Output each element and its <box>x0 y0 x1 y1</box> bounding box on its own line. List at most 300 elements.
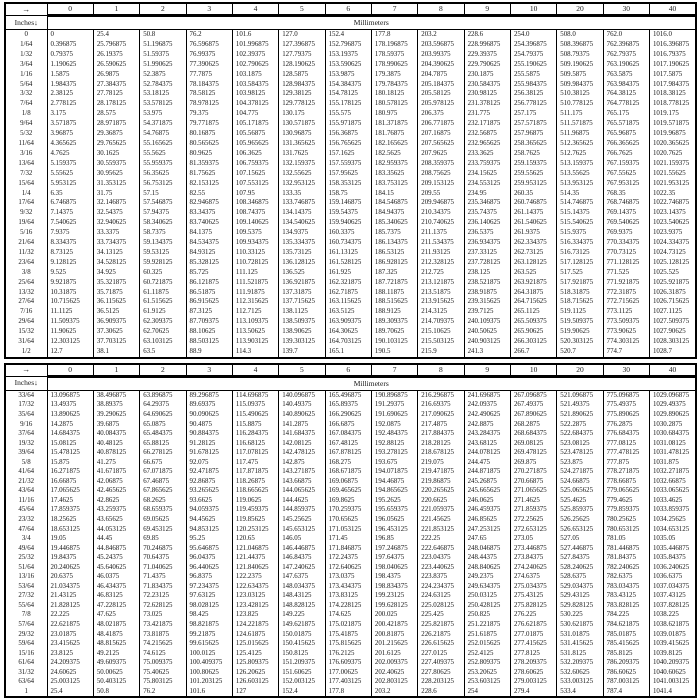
mm-value-cell: 147.240625 <box>279 563 325 573</box>
mm-value-cell: 77.390625 <box>186 60 232 70</box>
mm-value-cell: 61.9125 <box>140 307 186 317</box>
mm-value-cell: 276.225 <box>510 610 556 620</box>
mm-value-cell: 1029.096875 <box>649 390 696 400</box>
mm-value-cell: 173.83125 <box>325 591 371 601</box>
mm-value-cell: 1026.715625 <box>649 297 696 307</box>
mm-value-cell: 44.846875 <box>93 544 139 554</box>
mm-value-cell: 67.071875 <box>140 467 186 477</box>
row-label-inches-fraction: 23/64 <box>5 258 47 268</box>
mm-value-cell: 28.971875 <box>93 119 139 129</box>
mm-value-cell: 50.8 <box>140 30 186 40</box>
mm-value-cell: 6.35 <box>47 189 93 199</box>
mm-value-cell: 259.55625 <box>510 169 556 179</box>
row-label-inches-fraction: 7/16 <box>5 307 47 317</box>
mm-value-cell: 55.165625 <box>140 139 186 149</box>
mm-value-cell: 149.225 <box>279 610 325 620</box>
mm-value-cell: 33.734375 <box>93 238 139 248</box>
mm-value-cell: 187.721875 <box>371 278 417 288</box>
millimeters-unit-header: Millimeters <box>47 16 696 30</box>
mm-value-cell: 88.10625 <box>186 327 232 337</box>
mm-value-cell: 157.95625 <box>325 169 371 179</box>
mm-value-cell: 8.73125 <box>47 248 93 258</box>
mm-value-cell: 156.36875 <box>325 129 371 139</box>
row-label-inches-fraction: 39/64 <box>5 448 47 458</box>
row-label-inches-fraction: 1/4 <box>5 189 47 199</box>
mm-value-cell: 241.696875 <box>464 390 510 400</box>
mm-value-cell: 1020.7625 <box>649 149 696 159</box>
mm-value-cell: 508.79375 <box>557 50 603 60</box>
mm-value-cell: 148.828125 <box>279 601 325 611</box>
mm-value-cell: 243.68125 <box>464 439 510 449</box>
row-label-inches-fraction: 15/64 <box>5 179 47 189</box>
row-label-inches-fraction: 5/64 <box>5 80 47 90</box>
mm-value-cell: 157.559375 <box>325 159 371 169</box>
mm-value-cell: 784.621875 <box>603 620 649 630</box>
mm-value-cell: 202.009375 <box>371 658 417 668</box>
mm-value-cell: 95.646875 <box>186 544 232 554</box>
row-label-inches-fraction: 33/64 <box>5 390 47 400</box>
millimeters-unit-header: Millimeters <box>47 376 696 390</box>
mm-value-cell: 165.496875 <box>325 390 371 400</box>
mm-value-cell: 765.96875 <box>603 129 649 139</box>
mm-value-cell: 34.13125 <box>93 248 139 258</box>
mm-value-cell: 7.540625 <box>47 218 93 228</box>
mm-value-cell: 202.40625 <box>371 668 417 678</box>
mm-value-cell: 102.39375 <box>232 50 278 60</box>
mm-value-cell: 176.2125 <box>325 649 371 659</box>
mm-value-cell: 75.009375 <box>140 658 186 668</box>
mm-value-cell: 2.778125 <box>47 99 93 109</box>
mm-value-cell: 41.671875 <box>93 467 139 477</box>
mm-value-cell: 67.46875 <box>140 477 186 487</box>
mm-value-cell: 136.128125 <box>279 258 325 268</box>
conversion-table-upper <box>4 2 697 359</box>
mm-value-cell: 777.478125 <box>603 448 649 458</box>
mm-value-cell: 264.715625 <box>510 297 556 307</box>
mm-value-cell: 529.828125 <box>557 601 603 611</box>
mm-value-cell: 518.715625 <box>557 297 603 307</box>
mm-value-cell: 89.69375 <box>186 400 232 410</box>
mm-value-cell: 776.684375 <box>603 429 649 439</box>
mm-value-cell: 146.84375 <box>279 553 325 563</box>
mm-value-cell: 238.521875 <box>464 278 510 288</box>
mm-value-cell: 139.7 <box>279 347 325 358</box>
mm-value-cell: 192.0875 <box>371 420 417 430</box>
mm-value-cell: 24.209375 <box>47 658 93 668</box>
mm-value-cell: 784.225 <box>603 610 649 620</box>
mm-value-cell: 90.4875 <box>186 420 232 430</box>
column-header: 1 <box>93 364 139 377</box>
mm-value-cell: 161.925 <box>325 268 371 278</box>
mm-value-cell: 521.890625 <box>557 410 603 420</box>
mm-value-cell: 269.478125 <box>510 448 556 458</box>
mm-value-cell: 783.43125 <box>603 591 649 601</box>
table-row <box>5 515 696 525</box>
mm-value-cell: 8.334375 <box>47 238 93 248</box>
table-row <box>5 420 696 430</box>
mm-value-cell: 156.765625 <box>325 139 371 149</box>
mm-value-cell: 142.08125 <box>279 439 325 449</box>
mm-value-cell: 66.675 <box>140 458 186 468</box>
mm-value-cell: 117.078125 <box>232 448 278 458</box>
table-row <box>5 639 696 649</box>
mm-value-cell: 780.25625 <box>603 515 649 525</box>
mm-value-cell: 173.0375 <box>325 572 371 582</box>
mm-value-cell: 266.7 <box>510 347 556 358</box>
mm-value-cell: 1031.08125 <box>649 439 696 449</box>
mm-value-cell: 158.75 <box>325 189 371 199</box>
mm-value-cell: 208.75625 <box>418 169 464 179</box>
mm-value-cell: 185.7375 <box>371 228 417 238</box>
mm-value-cell: 249.634375 <box>464 582 510 592</box>
table-row <box>5 288 696 298</box>
mm-value-cell: 1024.73125 <box>649 248 696 258</box>
mm-value-cell: 11.90625 <box>47 327 93 337</box>
mm-value-cell: 56.753125 <box>140 179 186 189</box>
column-header: 8 <box>418 364 464 377</box>
row-label-inches-fraction: 7/8 <box>5 610 47 620</box>
mm-value-cell: 190.103125 <box>371 337 417 347</box>
mm-value-cell: 263.128125 <box>510 258 556 268</box>
mm-value-cell: 781.05 <box>603 534 649 544</box>
mm-value-cell: 161.528125 <box>325 258 371 268</box>
mm-value-cell: 101.203125 <box>186 677 232 687</box>
mm-value-cell: 231.775 <box>464 109 510 119</box>
mm-value-cell: 228.6 <box>464 30 510 40</box>
mm-value-cell: 58.7375 <box>140 228 186 238</box>
mm-value-cell: 252.015625 <box>464 639 510 649</box>
mm-value-cell: 236.5375 <box>464 228 510 238</box>
mm-value-cell: 81.75625 <box>186 169 232 179</box>
column-header: 10 <box>510 3 556 16</box>
mm-value-cell: 217.4875 <box>418 420 464 430</box>
mm-value-cell: 53.18125 <box>140 89 186 99</box>
mm-value-cell: 43.259375 <box>93 505 139 515</box>
mm-value-cell: 230.584375 <box>464 80 510 90</box>
mm-value-cell: 263.921875 <box>510 278 556 288</box>
row-label-inches-fraction: 45/64 <box>5 505 47 515</box>
mm-value-cell: 235.74375 <box>464 208 510 218</box>
mm-value-cell: 73.421875 <box>140 620 186 630</box>
mm-value-cell: 767.55625 <box>603 169 649 179</box>
mm-value-cell: 1019.96875 <box>649 129 696 139</box>
row-label-inches-fraction: 29/64 <box>5 317 47 327</box>
mm-value-cell: 93.6625 <box>186 496 232 506</box>
mm-value-cell: 198.040625 <box>371 563 417 573</box>
mm-value-cell: 79.375 <box>186 109 232 119</box>
mm-value-cell: 33.3375 <box>93 228 139 238</box>
mm-value-cell: 110.728125 <box>232 258 278 268</box>
mm-value-cell: 122.634375 <box>232 582 278 592</box>
mm-value-cell: 185.340625 <box>371 218 417 228</box>
mm-value-cell: 510.38125 <box>557 89 603 99</box>
mm-value-cell: 255.190625 <box>510 60 556 70</box>
row-label-inches-fraction: 1 <box>5 687 47 698</box>
mm-value-cell: 531.01875 <box>557 630 603 640</box>
mm-value-cell: 766.7625 <box>603 149 649 159</box>
mm-value-cell: 32.54375 <box>93 208 139 218</box>
mm-value-cell: 129.778125 <box>279 99 325 109</box>
mm-value-cell: 62.309375 <box>140 317 186 327</box>
mm-value-cell: 187.325 <box>371 268 417 278</box>
mm-value-cell: 270.271875 <box>510 467 556 477</box>
mm-value-cell: 160.3375 <box>325 228 371 238</box>
mm-value-cell: 26.9875 <box>93 70 139 80</box>
mm-value-cell: 113.50625 <box>232 327 278 337</box>
mm-value-cell: 1017.190625 <box>649 60 696 70</box>
mm-value-cell: 109.140625 <box>232 218 278 228</box>
mm-value-cell: 1021.55625 <box>649 169 696 179</box>
mm-value-cell: 11.1125 <box>47 307 93 317</box>
mm-value-cell: 1031.875 <box>649 458 696 468</box>
mm-value-cell: 247.253125 <box>464 525 510 535</box>
mm-value-cell: 155.971875 <box>325 119 371 129</box>
mm-value-cell: 63.5 <box>140 347 186 358</box>
mm-value-cell: 34.528125 <box>93 258 139 268</box>
table-row <box>5 30 696 40</box>
mm-value-cell: 107.95 <box>232 189 278 199</box>
mm-value-cell: 38.496875 <box>93 390 139 400</box>
mm-value-cell: 1034.25625 <box>649 515 696 525</box>
table-row <box>5 439 696 449</box>
mm-value-cell: 118.665625 <box>232 486 278 496</box>
mm-value-cell: 60.325 <box>140 268 186 278</box>
row-label-inches-fraction: 55/64 <box>5 601 47 611</box>
mm-value-cell: 515.14375 <box>557 208 603 218</box>
mm-value-cell: 778.271875 <box>603 467 649 477</box>
mm-value-cell: 65.0875 <box>140 420 186 430</box>
row-label-inches-fraction: 9/16 <box>5 420 47 430</box>
mm-value-cell: 216.296875 <box>418 390 464 400</box>
mm-value-cell: 208.359375 <box>418 159 464 169</box>
mm-value-cell: 1019.175 <box>649 109 696 119</box>
table-row <box>5 248 696 258</box>
mm-value-cell: 163.115625 <box>325 297 371 307</box>
mm-value-cell: 777.08125 <box>603 439 649 449</box>
mm-value-cell: 35.321875 <box>93 278 139 288</box>
mm-value-cell: 29.36875 <box>93 129 139 139</box>
mm-value-cell: 262.73125 <box>510 248 556 258</box>
mm-value-cell: 201.6125 <box>371 649 417 659</box>
mm-value-cell: 65.484375 <box>140 429 186 439</box>
mm-value-cell: 142.478125 <box>279 448 325 458</box>
row-label-inches-fraction: 59/64 <box>5 639 47 649</box>
mm-value-cell: 509.190625 <box>557 60 603 70</box>
mm-value-cell: 774.303125 <box>603 337 649 347</box>
mm-value-cell: 122.2375 <box>232 572 278 582</box>
mm-value-cell: 55.5625 <box>140 149 186 159</box>
mm-value-cell: 133.35 <box>279 189 325 199</box>
column-header: 20 <box>557 3 603 16</box>
mm-value-cell: 67.865625 <box>140 486 186 496</box>
mm-value-cell: 1035.446875 <box>649 544 696 554</box>
mm-value-cell: 108.346875 <box>232 198 278 208</box>
mm-value-cell: 773.509375 <box>603 317 649 327</box>
mm-value-cell: 1036.6375 <box>649 572 696 582</box>
table-row <box>5 80 696 90</box>
mm-value-cell: 520.7 <box>557 347 603 358</box>
table-row <box>5 109 696 119</box>
mm-value-cell: 86.51875 <box>186 288 232 298</box>
mm-value-cell: 225.425 <box>418 610 464 620</box>
mm-value-cell: 121.046875 <box>232 544 278 554</box>
mm-value-cell: 152.796875 <box>325 40 371 50</box>
mm-value-cell: 769.9375 <box>603 228 649 238</box>
mm-value-cell: 1025.921875 <box>649 278 696 288</box>
mm-value-cell: 148.43125 <box>279 591 325 601</box>
mm-value-cell: 27.78125 <box>93 89 139 99</box>
table-row <box>5 307 696 317</box>
mm-value-cell: 265.90625 <box>510 327 556 337</box>
mm-value-cell: 30.95625 <box>93 169 139 179</box>
mm-value-cell: 279.4 <box>510 687 556 698</box>
mm-value-cell: 773.1125 <box>603 307 649 317</box>
mm-value-cell: 124.221875 <box>232 620 278 630</box>
mm-value-cell: 35.71875 <box>93 288 139 298</box>
mm-value-cell: 227.0125 <box>418 649 464 659</box>
mm-value-cell: 262.334375 <box>510 238 556 248</box>
mm-value-cell: 215.10625 <box>418 327 464 337</box>
mm-value-cell: 100.0125 <box>186 649 232 659</box>
table-row <box>5 189 696 199</box>
column-header: 1 <box>93 3 139 16</box>
mm-value-cell: 144.859375 <box>279 505 325 515</box>
mm-value-cell: 256.38125 <box>510 89 556 99</box>
mm-value-cell: 189.70625 <box>371 327 417 337</box>
mm-value-cell: 56.35625 <box>140 169 186 179</box>
mm-value-cell: 112.315625 <box>232 297 278 307</box>
inches-axis-label: Inches↓ <box>5 16 47 30</box>
row-label-inches-fraction: 43/64 <box>5 486 47 496</box>
mm-value-cell: 512.365625 <box>557 139 603 149</box>
mm-value-cell: 178.196875 <box>371 40 417 50</box>
mm-value-cell: 134.540625 <box>279 218 325 228</box>
mm-value-cell: 275.828125 <box>510 601 556 611</box>
mm-value-cell: 279.003125 <box>510 677 556 687</box>
mm-value-cell: 87.709375 <box>186 317 232 327</box>
mm-value-cell: 144.4625 <box>279 496 325 506</box>
mm-value-cell: 254.396875 <box>510 40 556 50</box>
mm-value-cell: 117.871875 <box>232 467 278 477</box>
mm-value-cell: 780.653125 <box>603 525 649 535</box>
mm-value-cell: 523.478125 <box>557 448 603 458</box>
mm-value-cell: 95.25 <box>186 534 232 544</box>
mm-value-cell: 137.31875 <box>279 288 325 298</box>
mm-value-cell: 137.715625 <box>279 297 325 307</box>
mm-value-cell: 3.96875 <box>47 129 93 139</box>
mm-value-cell: 82.946875 <box>186 198 232 208</box>
mm-value-cell: 1018.778125 <box>649 99 696 109</box>
mm-value-cell: 154.78125 <box>325 89 371 99</box>
mm-value-cell: 517.128125 <box>557 258 603 268</box>
mm-value-cell: 5.159375 <box>47 159 93 169</box>
mm-value-cell: 238.91875 <box>464 288 510 298</box>
mm-value-cell: 100.409375 <box>186 658 232 668</box>
mm-value-cell: 178.59375 <box>371 50 417 60</box>
mm-value-cell: 160.734375 <box>325 238 371 248</box>
mm-value-cell: 85.328125 <box>186 258 232 268</box>
mm-value-cell: 207.565625 <box>418 139 464 149</box>
row-label-inches-fraction: 13/32 <box>5 288 47 298</box>
mm-value-cell: 170.259375 <box>325 505 371 515</box>
mm-value-cell: 179.3875 <box>371 70 417 80</box>
mm-value-cell: 55.959375 <box>140 159 186 169</box>
mm-value-cell: 159.146875 <box>325 198 371 208</box>
mm-value-cell: 88.9 <box>186 347 232 358</box>
mm-value-cell: 72.23125 <box>140 591 186 601</box>
mm-value-cell: 515.9375 <box>557 228 603 238</box>
mm-value-cell: 3.175 <box>47 109 93 119</box>
mm-value-cell: 152.4 <box>325 30 371 40</box>
mm-value-cell: 522.2875 <box>557 420 603 430</box>
mm-value-cell: 770.73125 <box>603 248 649 258</box>
mm-value-cell: 175.815625 <box>325 639 371 649</box>
mm-value-cell: 212.328125 <box>418 258 464 268</box>
mm-value-cell: 21.034375 <box>47 582 93 592</box>
mm-value-cell: 186.928125 <box>371 258 417 268</box>
mm-value-cell: 218.28125 <box>418 439 464 449</box>
mm-value-cell: 258.7625 <box>510 149 556 159</box>
mm-value-cell: 40.084375 <box>93 429 139 439</box>
mm-value-cell: 31.75 <box>93 189 139 199</box>
mm-value-cell: 269.875 <box>510 458 556 468</box>
mm-value-cell: 24.60625 <box>47 668 93 678</box>
row-label-inches-fraction: 29/32 <box>5 630 47 640</box>
mm-value-cell: 21.828125 <box>47 601 93 611</box>
mm-value-cell: 521.49375 <box>557 400 603 410</box>
table-row <box>5 347 696 358</box>
mm-value-cell: 508.0 <box>557 30 603 40</box>
mm-value-cell: 228.203125 <box>418 677 464 687</box>
mm-value-cell: 164.30625 <box>325 327 371 337</box>
mm-value-cell: 1022.746875 <box>649 198 696 208</box>
mm-value-cell: 513.159375 <box>557 159 603 169</box>
mm-value-cell: 527.05 <box>557 534 603 544</box>
mm-value-cell: 234.553125 <box>464 179 510 189</box>
mm-value-cell: 129.38125 <box>279 89 325 99</box>
mm-value-cell: 97.63125 <box>186 591 232 601</box>
row-label-inches-fraction: 7/64 <box>5 99 47 109</box>
mm-value-cell: 195.2625 <box>371 496 417 506</box>
mm-value-cell: 139.303125 <box>279 337 325 347</box>
mm-value-cell: 19.05 <box>47 534 93 544</box>
mm-value-cell: 18.25625 <box>47 515 93 525</box>
mm-value-cell: 70.246875 <box>140 544 186 554</box>
mm-value-cell: 229.790625 <box>464 60 510 70</box>
mm-value-cell: 118.26875 <box>232 477 278 487</box>
mm-value-cell: 84.1375 <box>186 228 232 238</box>
mm-value-cell: 51.196875 <box>140 40 186 50</box>
mm-value-cell: 136.921875 <box>279 278 325 288</box>
mm-value-cell: 765.571875 <box>603 119 649 129</box>
table-row <box>5 496 696 506</box>
mm-value-cell: 275.034375 <box>510 582 556 592</box>
mm-value-cell: 253.603125 <box>464 677 510 687</box>
mm-value-cell: 203.2 <box>371 687 417 698</box>
mm-value-cell: 63.896875 <box>140 390 186 400</box>
mm-value-cell: 7.9375 <box>47 228 93 238</box>
mm-value-cell: 190.5 <box>371 347 417 358</box>
mm-value-cell: 36.909375 <box>93 317 139 327</box>
mm-value-cell: 768.35 <box>603 189 649 199</box>
mm-value-cell: 5.55625 <box>47 169 93 179</box>
mm-value-cell: 113.109375 <box>232 317 278 327</box>
mm-value-cell: 114.696875 <box>232 390 278 400</box>
mm-value-cell: 103.584375 <box>232 80 278 90</box>
mm-value-cell: 32.146875 <box>93 198 139 208</box>
mm-value-cell: 230.1875 <box>464 70 510 80</box>
column-header: 30 <box>603 3 649 16</box>
